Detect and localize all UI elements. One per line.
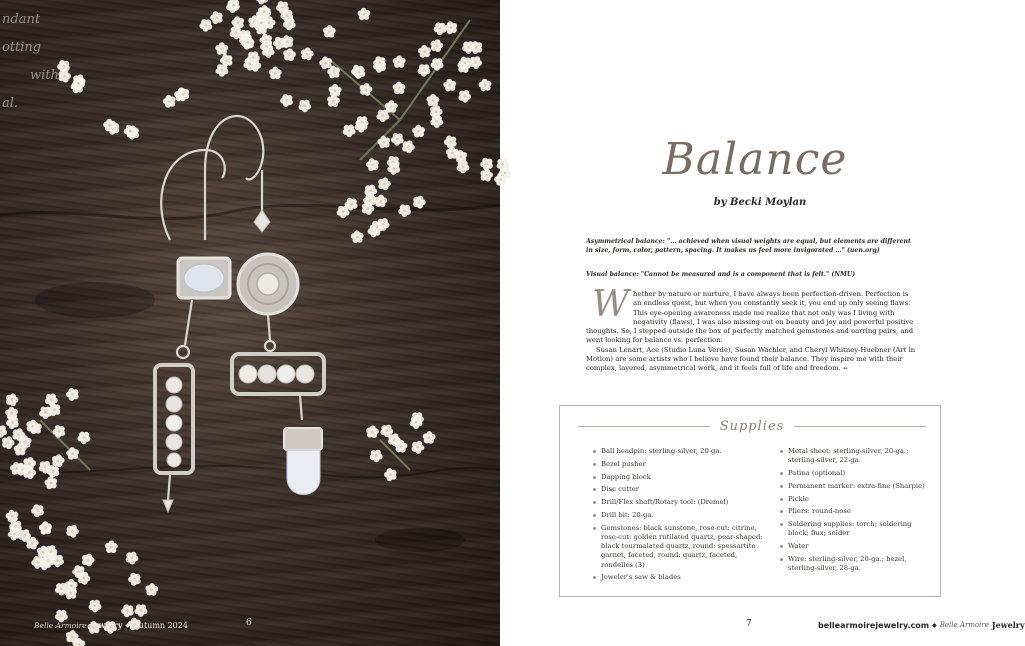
elderflower [434, 22, 447, 35]
photo-illustration [0, 0, 500, 646]
supply-item: Jeweler's saw & blades [593, 573, 765, 582]
paragraph-2-text: Susan Lenart, Ace (Studio Luna Verde), Susan Wachler, and Cheryl Whitney-Huebner (Art in Motion) are some artists who I believe have found their balance. They inspire me with their complex, layered, asymmetrical work, and it feels full of life and freedom. [586, 345, 916, 373]
quote-visual-balance: Visual balance: "Cannot be measured and is a component that is felt." (NMU) [586, 271, 856, 278]
website-url: bellearmoirejewelry.com [818, 620, 930, 630]
elderflower [273, 37, 286, 50]
elderflower [319, 56, 332, 69]
heading-rule-right [794, 426, 926, 427]
drop-cap: W [592, 284, 630, 325]
supply-item: Pliers: round-nose [780, 507, 932, 516]
elderflower [53, 425, 66, 438]
elderflower [385, 100, 398, 113]
elderflower [0, 425, 7, 438]
paragraph-2 [586, 346, 916, 374]
elderflower [384, 468, 397, 481]
elderflower [269, 67, 282, 80]
elderflower [8, 528, 21, 541]
elderflower [199, 19, 212, 32]
diamond-icon: ◆ [932, 621, 937, 629]
elderflower [423, 431, 436, 444]
supplies-list-right [780, 447, 932, 577]
supply-item: Water [780, 542, 932, 551]
elderflower [6, 510, 19, 523]
brand-script: Belle Armoire [34, 620, 87, 630]
brand-word: Jewelry [89, 620, 123, 630]
elderflower [78, 432, 91, 445]
elderflower [145, 583, 158, 596]
elderflower [393, 55, 406, 68]
script-line: with [30, 68, 59, 83]
page-number-left: 6 [246, 618, 252, 628]
elderflower [5, 407, 18, 420]
supply-item: Dapping block [593, 473, 765, 482]
script-text-overlay [2, 6, 62, 118]
quote-asymmetrical-balance: Asymmetrical balance: "… achieved when visual weights are equal, but elements are different in size, form, color, pattern, spacing. It makes us feel more invigorated …" (uen.org) [586, 238, 911, 254]
elderflower [377, 136, 390, 149]
elderflower [391, 133, 404, 146]
elderflower [412, 441, 425, 454]
diamond-icon: ◆ [125, 621, 131, 629]
article-body [586, 284, 916, 374]
supply-item: Ball headpin: sterling-silver, 20-ga. [593, 447, 765, 456]
supplies-list-left [593, 447, 765, 586]
supply-item: Soldering supplies: torch; soldering block; flux; solder [780, 520, 932, 538]
elderflower [280, 94, 293, 107]
elderflower [387, 162, 400, 175]
elderflower [66, 388, 79, 401]
elderflower [329, 84, 342, 97]
elderflower [427, 94, 440, 107]
supply-item: Disc cutter [593, 485, 765, 494]
earrings-photo [0, 0, 500, 646]
elderflower [418, 64, 431, 77]
elderflower [72, 565, 85, 578]
elderflower [431, 39, 444, 52]
supply-item: Patina (optional) [780, 469, 932, 478]
elderflower [374, 195, 387, 208]
left-earring [155, 116, 263, 512]
heading-rule-left [578, 426, 710, 427]
elderflower [2, 436, 15, 449]
article-byline: by Becki Moylan [713, 197, 807, 208]
elderflower [298, 100, 311, 113]
supplies-box [559, 405, 941, 597]
elderflower [126, 552, 139, 565]
elderflower [6, 393, 19, 406]
supply-item: Metal sheet: sterling-silver, 20-ga.; sterling-silver, 22-ga. [780, 447, 932, 465]
elderflower [215, 42, 228, 55]
elderflower [258, 5, 271, 18]
left-folio [34, 618, 264, 632]
elderflower [66, 525, 79, 538]
elderflower [402, 140, 415, 153]
elderflower [255, 0, 268, 5]
elderflower [351, 230, 364, 243]
supply-item: Wire: sterling-silver, 20-ga.; bezel, sterling-silver, 28-ga. [780, 555, 932, 573]
elderflower [480, 169, 493, 182]
supplies-title: Supplies [719, 418, 785, 434]
article-title: Balance [662, 134, 848, 185]
elderflower [31, 504, 44, 517]
elderflower [52, 454, 65, 467]
elderflower [121, 604, 134, 617]
elderflower [480, 158, 493, 171]
elderflower [210, 11, 223, 24]
elderflower [412, 125, 425, 138]
elderflower [370, 450, 383, 463]
elderflower [23, 457, 36, 470]
issue-label: Autumn 2024 [133, 620, 188, 630]
elderflower [283, 48, 296, 61]
supply-item: Pickle [780, 495, 932, 504]
elderflower [103, 119, 116, 132]
elderflower [410, 417, 423, 430]
elderflower [45, 477, 58, 490]
elderflower [479, 79, 492, 92]
supply-item: Bezel pusher [593, 460, 765, 469]
elderflower [457, 161, 470, 174]
brand-word: Jewelry [991, 620, 1025, 630]
supplies-heading [560, 418, 940, 434]
elderflower [39, 407, 52, 420]
flower-stems [40, 20, 470, 470]
end-mark-icon: ➻ [842, 365, 848, 373]
elderflower [89, 600, 102, 613]
elderflower [301, 48, 314, 61]
paragraph-1 [586, 284, 916, 346]
elderflower [443, 79, 456, 92]
elderflower [458, 90, 471, 103]
elderflower [39, 521, 52, 534]
elderflower [444, 136, 457, 149]
elderflower [358, 8, 371, 21]
supply-item: Drill bit: 20-ga. [593, 511, 765, 520]
elderflower [445, 21, 458, 34]
elderflower [105, 541, 118, 554]
elderflower [26, 537, 39, 550]
supply-item: Permanent marker: extra-fine (Sharpie) [780, 482, 932, 491]
elderflower [431, 58, 444, 71]
elderflower [469, 56, 482, 69]
elderflower [163, 95, 176, 108]
brand-script: Belle Armoire [939, 621, 989, 629]
script-line: ndant [2, 12, 41, 27]
elderflower [366, 158, 379, 171]
elderflower [128, 573, 141, 586]
elderflower [366, 425, 379, 438]
elderflower [393, 82, 406, 95]
right-earring [232, 170, 324, 495]
supply-item: Gemstones: black sunstone, rose-cut: citrine, rose-cut: golden rutilated quartz, pear-shaped: black tourmalated quartz, round: spessartite garnet, faceted, round: quartz, faceted, rondelles (3) [593, 524, 765, 570]
elderflower [323, 25, 336, 38]
paragraph-1-text: hether by nature or nurture, I have always been perfection-driven. Perfection is an endless quest, but when you constantly seek it, you end up only seeing flaws. This eye-opening awareness made me realize that not only was I living with negativity (flaws), I was also missing out on beauty and joy and powerful positive thoughts. So, I stepped outside the box of perfectly matched gemstones and earring pairs, and went looking for balance vs. perfection. [586, 290, 914, 345]
elderflower [378, 177, 391, 190]
elderflower [343, 125, 356, 138]
supply-item: Drill/Flex shaft/Rotary tool: (Dremel) [593, 498, 765, 507]
elderflower [413, 196, 426, 209]
elderflower [337, 206, 350, 219]
elderflower [135, 604, 148, 617]
script-line: al. [2, 96, 19, 111]
script-line: otting [2, 40, 42, 55]
elderflower [418, 45, 431, 58]
page-number-right: 7 [746, 619, 752, 629]
elderflower [82, 554, 95, 567]
elderflower [398, 204, 411, 217]
right-folio [818, 619, 1025, 631]
